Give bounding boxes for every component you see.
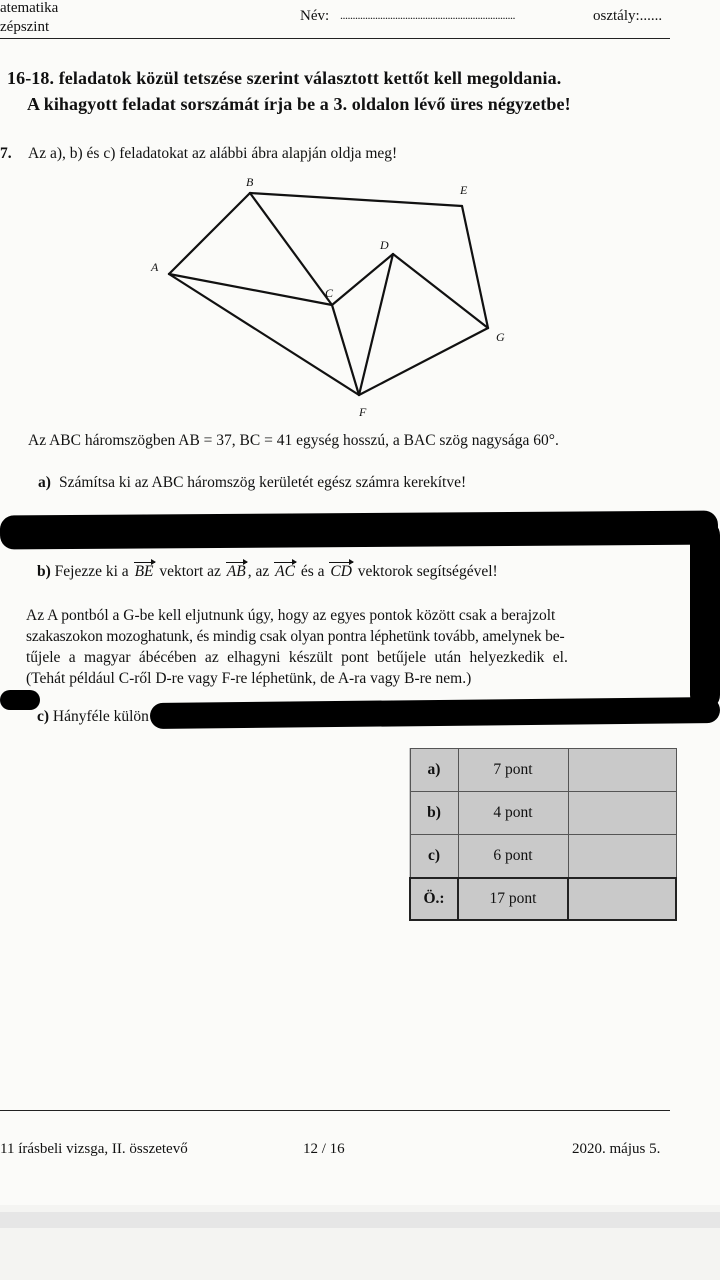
part-c-label: c) (37, 708, 50, 725)
vector-cd: CD (330, 563, 352, 580)
score-total-input-cell[interactable] (568, 878, 676, 920)
score-input-cell[interactable] (568, 792, 676, 835)
paragraph-line-2: szakaszokon mozoghatunk, és mindig csak olyan pontra léphetünk tovább, amelynek be- (26, 628, 565, 645)
footer-exam-info: 11 írásbeli vizsga, II. összetevő (0, 1141, 188, 1157)
segment-BA (169, 193, 250, 274)
instruction-line-2: A kihagyott feladat sorszámát írja be a 3. oldalon lévő üres négyzetbe! (27, 94, 571, 114)
point-label-C: C (325, 286, 334, 300)
paragraph-line-4: (Tehát például C-ről D-re vagy F-re léphetünk, de A-ra vagy B-re nem.) (26, 670, 472, 687)
bottom-edge (0, 1212, 720, 1228)
redaction-scribble (150, 697, 720, 729)
part-b-text-pre: Fejezze ki a (54, 563, 129, 580)
redaction-scribble (690, 520, 720, 710)
vector-be: BE (134, 563, 154, 580)
name-label: Név: (300, 8, 330, 24)
segment-DF (359, 254, 393, 395)
point-label-G: G (496, 330, 505, 344)
vector-ac: AC (275, 563, 295, 580)
header-rule (0, 38, 670, 39)
point-label-A: A (151, 260, 159, 274)
header-subject: atematika (0, 0, 59, 16)
score-label: b) (410, 792, 458, 835)
score-points: 6 pont (458, 835, 568, 879)
part-b-text-mid1: vektort az (159, 563, 221, 580)
score-input-cell[interactable] (568, 835, 676, 879)
segment-FG (359, 328, 488, 395)
segment-CD (332, 254, 393, 305)
instruction-line-1: 16-18. feladatok közül tetszése szerint választott kettőt kell megoldania. (7, 68, 562, 88)
score-total-points: 17 pont (458, 878, 568, 920)
part-b-line (37, 563, 498, 581)
segment-BC (250, 193, 332, 305)
score-row (410, 835, 676, 879)
score-row (410, 749, 676, 792)
part-a-text: Számítsa ki az ABC háromszög kerületét egész számra kerekítve! (59, 474, 467, 491)
part-c-text: Hányféle külön (52, 708, 149, 725)
name-field: ...................................................................... (340, 8, 515, 22)
class-field: osztály:...... (593, 8, 663, 24)
task-intro: Az a), b) és c) feladatokat az alábbi ábra alapján oldja meg! (28, 145, 398, 162)
part-b-text-mid3: és a (300, 563, 325, 580)
segment-BE (250, 193, 462, 206)
redaction-scribble (0, 510, 718, 549)
header-level: zépszint (0, 19, 50, 35)
part-b-label: b) (37, 563, 51, 580)
task-number: 7. (0, 145, 12, 162)
point-label-E: E (460, 183, 468, 197)
paragraph-line-1: Az A pontból a G-be kell eljutnunk úgy, hogy az egyes pontok között csak a berajzolt (26, 607, 556, 624)
given-text: Az ABC háromszögben AB = 37, BC = 41 egység hosszú, a BAC szög nagysága 60°. (28, 432, 559, 449)
footer-page-number: 12 / 16 (303, 1141, 345, 1157)
score-label: a) (410, 749, 458, 792)
score-total-row (410, 878, 676, 920)
score-label: c) (410, 835, 458, 879)
point-label-D: D (380, 238, 389, 252)
redaction-scribble (0, 690, 40, 710)
paragraph-line-3: tűjele a magyar ábécében az elhagyni készült pont betűjele után helyezkedik el. (26, 649, 568, 666)
part-b-text-post: vektorok segítségével! (357, 563, 498, 580)
score-row (410, 792, 676, 835)
score-points: 4 pont (458, 792, 568, 835)
point-label-B: B (246, 175, 254, 189)
footer-date: 2020. május 5. (572, 1141, 661, 1157)
point-label-F: F (359, 405, 367, 419)
part-a-label: a) (38, 474, 51, 491)
score-total-label: Ö.: (410, 878, 458, 920)
score-points: 7 pont (458, 749, 568, 792)
geometry-figure (140, 170, 520, 420)
part-b-text-mid2: , az (247, 563, 270, 580)
score-input-cell[interactable] (568, 749, 676, 792)
score-table (409, 748, 677, 921)
part-c-line (37, 708, 149, 726)
vector-ab: AB (226, 563, 246, 580)
footer-rule (0, 1110, 670, 1111)
